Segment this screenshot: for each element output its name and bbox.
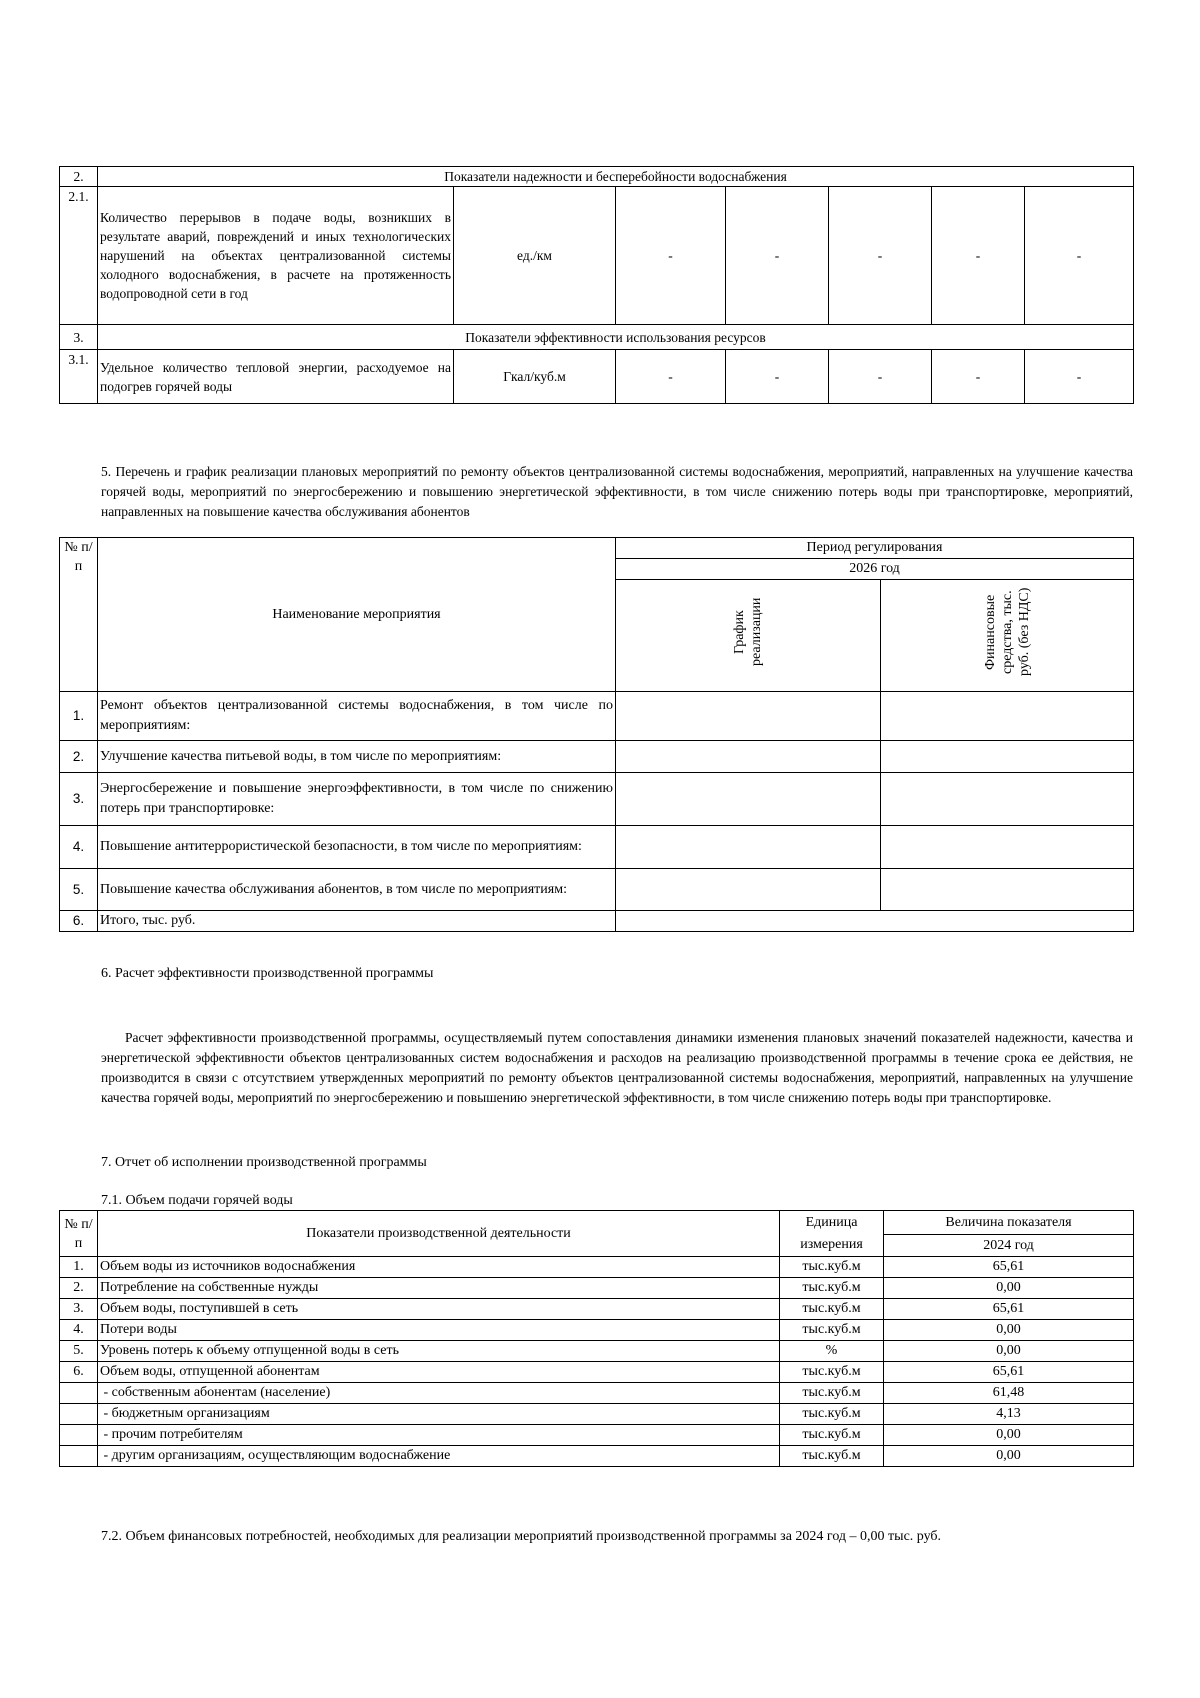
production-row [60, 1425, 1134, 1446]
indicator-3-1-num: 3.1. [60, 350, 98, 404]
production-num [60, 1425, 98, 1446]
indicator-2-1-value: - [932, 187, 1025, 325]
indicator-2-1-unit: ед./км [454, 187, 616, 325]
production-unit: тыс.куб.м [780, 1404, 884, 1425]
production-num: 4. [60, 1320, 98, 1341]
production-value: 0,00 [884, 1278, 1134, 1299]
production-value: 4,13 [884, 1404, 1134, 1425]
measures-col-name: Наименование мероприятия [98, 538, 616, 692]
indicator-2-1-num: 2.1. [60, 187, 98, 325]
indicator-2-1-name: Количество перерывов в подаче воды, возникших в результате аварий, повреждений и иных технологических нарушений на объектах централизованной системы холодного водоснабжения, в расчете на протяженность водопроводной сети в год [98, 187, 454, 325]
measures-table [59, 537, 1134, 932]
indicator-2-1-value: - [1025, 187, 1134, 325]
section-6-heading: 6. Расчет эффективности производственной программы [101, 966, 434, 981]
production-col-num: № п/п [60, 1211, 98, 1257]
production-unit: тыс.куб.м [780, 1320, 884, 1341]
production-value: 0,00 [884, 1341, 1134, 1362]
measure-num: 1. [60, 692, 98, 741]
production-col-name: Показатели производственной деятельности [98, 1211, 780, 1257]
measure-schedule [616, 869, 881, 911]
production-name: Уровень потерь к объему отпущенной воды в сеть [98, 1341, 780, 1362]
section-7-1-heading: 7.1. Объем подачи горячей воды [101, 1193, 293, 1208]
indicator-3-1-value: - [726, 350, 829, 404]
section-2-num: 2. [60, 167, 98, 187]
production-num [60, 1404, 98, 1425]
production-num: 5. [60, 1341, 98, 1362]
production-unit: тыс.куб.м [780, 1257, 884, 1278]
measures-col-schedule-cell [616, 580, 881, 692]
production-unit: тыс.куб.м [780, 1446, 884, 1467]
production-name: - собственным абонентам (население) [98, 1383, 780, 1404]
indicator-3-1-unit: Гкал/куб.м [454, 350, 616, 404]
measures-year: 2026 год [616, 559, 1134, 580]
section-6-text: Расчет эффективности производственной программы, осуществляемый путем сопоставления динамики изменения плановых значений показателей надежности, качества и энергетической эффективности объектов централизованных систем водоснабжения и расходов на реализацию производственной программы в течение срока ее действия, не производится в связи с отсутствием утвержденных мероприятий по ремонту объектов централизованной системы водоснабжения, мероприятий, направленных на улучшение качества горячей воды, мероприятий по энергосбережению и повышению энергетической эффективности, в том числе снижению потерь воды при транспортировке. [101, 1030, 1133, 1105]
production-unit: % [780, 1341, 884, 1362]
production-row [60, 1278, 1134, 1299]
measure-finance [881, 826, 1134, 869]
production-name: Потребление на собственные нужды [98, 1278, 780, 1299]
production-name: - другим организациям, осуществляющим водоснабжение [98, 1446, 780, 1467]
production-num: 1. [60, 1257, 98, 1278]
measure-num: 2. [60, 741, 98, 773]
production-row [60, 1257, 1134, 1278]
section-3-header [60, 325, 1134, 350]
production-num: 6. [60, 1362, 98, 1383]
measure-finance [881, 773, 1134, 826]
measure-num: 3. [60, 773, 98, 826]
measure-name: Итого, тыс. руб. [98, 911, 616, 932]
production-row [60, 1362, 1134, 1383]
measure-name: Повышение антитеррористической безопасности, в том числе по мероприятиям: [98, 826, 616, 869]
measure-num: 4. [60, 826, 98, 869]
measure-finance [881, 869, 1134, 911]
indicator-2-1-value: - [726, 187, 829, 325]
section-2-header [60, 167, 1134, 187]
indicator-row-2-1 [60, 187, 1134, 325]
section-7-heading: 7. Отчет об исполнении производственной программы [101, 1155, 427, 1170]
indicator-3-1-value: - [932, 350, 1025, 404]
production-value: 0,00 [884, 1425, 1134, 1446]
measure-row [60, 826, 1134, 869]
production-num [60, 1446, 98, 1467]
measure-name: Энергосбережение и повышение энергоэффективности, в том числе по снижению потерь при транспортировке: [98, 773, 616, 826]
section-3-num: 3. [60, 325, 98, 350]
production-unit: тыс.куб.м [780, 1425, 884, 1446]
measure-name: Ремонт объектов централизованной системы водоснабжения, в том числе по мероприятиям: [98, 692, 616, 741]
production-name: Потери воды [98, 1320, 780, 1341]
section-7-2-text: 7.2. Объем финансовых потребностей, необходимых для реализации мероприятий производственной программы за 2024 год – 0,00 тыс. руб. [101, 1529, 942, 1544]
measure-schedule [616, 741, 881, 773]
production-name: Объем воды, отпущенной абонентам [98, 1362, 780, 1383]
indicators-table [59, 166, 1134, 404]
production-col-value: Величина показателя [884, 1211, 1134, 1235]
production-name: - прочим потребителям [98, 1425, 780, 1446]
measures-col-num: № п/п [60, 538, 98, 692]
production-unit: тыс.куб.м [780, 1362, 884, 1383]
production-row [60, 1404, 1134, 1425]
measures-col-schedule: График реализации [732, 597, 764, 667]
measure-row-total [60, 911, 1134, 932]
production-col-unit: Единица измерения [780, 1211, 884, 1257]
production-row [60, 1320, 1134, 1341]
production-name: - бюджетным организациям [98, 1404, 780, 1425]
measure-row [60, 773, 1134, 826]
indicator-2-1-value: - [829, 187, 932, 325]
production-name: Объем воды, поступившей в сеть [98, 1299, 780, 1320]
production-num: 2. [60, 1278, 98, 1299]
production-num: 3. [60, 1299, 98, 1320]
section-3-title: Показатели эффективности использования ресурсов [98, 325, 1134, 350]
measure-name: Повышение качества обслуживания абонентов, в том числе по мероприятиям: [98, 869, 616, 911]
section-2-title: Показатели надежности и бесперебойности водоснабжения [98, 167, 1134, 187]
measure-num: 6. [60, 911, 98, 932]
section-5-heading: 5. Перечень и график реализации плановых мероприятий по ремонту объектов централизованной системы водоснабжения, мероприятий, направленных на улучшение качества горячей воды, мероприятий по энергосбережению и повышению энергетической эффективности, в том числе снижению потерь воды при транспортировке, мероприятий, направленных на повышение качества обслуживания абонентов [101, 464, 1133, 519]
production-unit: тыс.куб.м [780, 1383, 884, 1404]
indicator-3-1-value: - [829, 350, 932, 404]
measure-name: Улучшение качества питьевой воды, в том числе по мероприятиям: [98, 741, 616, 773]
production-table [59, 1210, 1134, 1467]
measures-period-header: Период регулирования [616, 538, 1134, 559]
measure-total-value [616, 911, 1134, 932]
measure-schedule [616, 692, 881, 741]
production-row [60, 1341, 1134, 1362]
measure-row [60, 741, 1134, 773]
production-value: 65,61 [884, 1362, 1134, 1383]
indicator-3-1-name: Удельное количество тепловой энергии, расходуемое на подогрев горячей воды [98, 350, 454, 404]
production-unit: тыс.куб.м [780, 1299, 884, 1320]
production-num [60, 1383, 98, 1404]
production-row [60, 1446, 1134, 1467]
indicator-3-1-value: - [616, 350, 726, 404]
production-row [60, 1299, 1134, 1320]
production-value: 65,61 [884, 1299, 1134, 1320]
measure-row [60, 692, 1134, 741]
measure-row [60, 869, 1134, 911]
production-value: 0,00 [884, 1446, 1134, 1467]
measure-finance [881, 741, 1134, 773]
measures-col-finance-cell [881, 580, 1134, 692]
production-year: 2024 год [884, 1235, 1134, 1257]
production-value: 61,48 [884, 1383, 1134, 1404]
measure-num: 5. [60, 869, 98, 911]
measure-schedule [616, 826, 881, 869]
measure-finance [881, 692, 1134, 741]
production-rows [60, 1257, 1134, 1467]
indicator-3-1-value: - [1025, 350, 1134, 404]
production-unit: тыс.куб.м [780, 1278, 884, 1299]
measure-schedule [616, 773, 881, 826]
measures-col-finance: Финансовые средства, тыс. руб. (без НДС) [982, 587, 1032, 677]
production-value: 65,61 [884, 1257, 1134, 1278]
indicator-2-1-value: - [616, 187, 726, 325]
production-name: Объем воды из источников водоснабжения [98, 1257, 780, 1278]
production-row [60, 1383, 1134, 1404]
production-value: 0,00 [884, 1320, 1134, 1341]
indicator-row-3-1 [60, 350, 1134, 404]
